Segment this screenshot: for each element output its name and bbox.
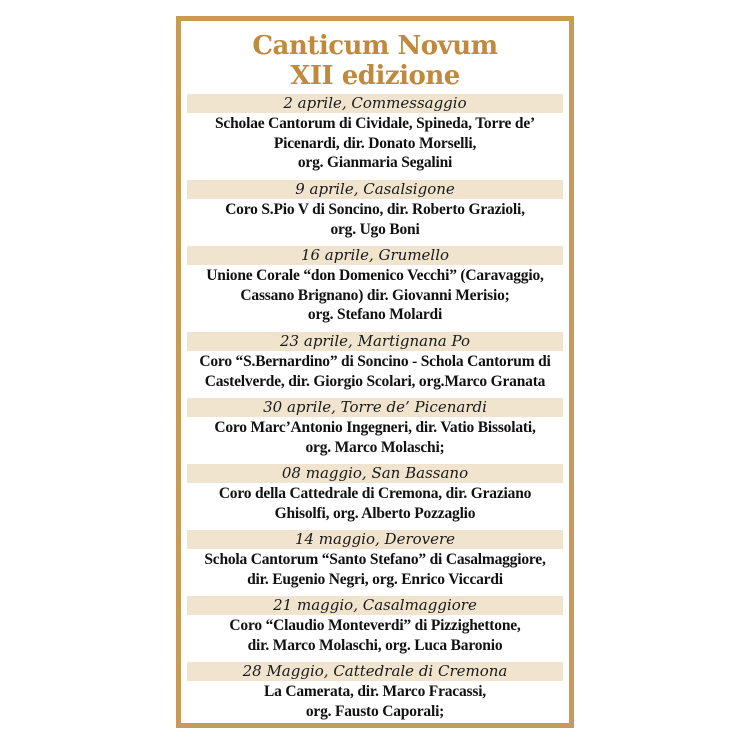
event-line: org. Stefano Molardi [307, 306, 443, 323]
event-description [181, 351, 569, 391]
event-line: Picenardi, dir. Donato Morselli, [273, 134, 477, 152]
event-line: Unione Corale “don Domenico Vecchi” (Caravaggio, [206, 267, 544, 284]
event-description [181, 681, 569, 721]
event-item [181, 180, 569, 239]
event-item [181, 246, 569, 325]
event-date-place: 23 aprile, Martignana Po [187, 332, 563, 351]
event-date-place: 9 aprile, Casalsigone [187, 180, 563, 199]
event-description [181, 549, 569, 589]
event-item [181, 662, 569, 721]
event-date-place: 28 Maggio, Cattedrale di Cremona [187, 662, 563, 681]
event-line: Ghisolfi, org. Alberto Pozzaglio [274, 504, 476, 522]
event-line: Schola Cantorum “Santo Stefano” di Casalmaggiore, [204, 551, 546, 568]
event-line: Coro “S.Bernardino” di Soncino - Schola Cantorum di [199, 353, 551, 370]
event-date-place: 2 aprile, Commessaggio [187, 94, 563, 113]
event-item [181, 596, 569, 655]
event-line: La Camerata, dir. Marco Fracassi, [264, 683, 486, 700]
event-line: Coro S.Pio V di Soncino, dir. Roberto Grazioli, [225, 201, 525, 218]
event-description [181, 483, 569, 523]
event-date-place: 30 aprile, Torre de’ Picenardi [187, 398, 563, 417]
event-line: org. Ugo Boni [330, 220, 420, 238]
event-description [181, 265, 569, 325]
event-line: dir. Eugenio Negri, org. Enrico Viccardi [247, 570, 503, 588]
program-subtitle: XII edizione [290, 61, 460, 91]
event-line: Coro Marc’Antonio Ingegneri, dir. Vatio Bissolati, [214, 419, 536, 436]
event-description [181, 615, 569, 655]
event-description [181, 199, 569, 239]
event-line: Coro “Claudio Monteverdi” di Pizzighettone, [229, 617, 521, 634]
event-date-place: 21 maggio, Casalmaggiore [187, 596, 563, 615]
event-line: Cassano Brignano) dir. Giovanni Merisio; [240, 286, 510, 304]
event-line: Castelverde, dir. Giorgio Scolari, org.Marco Granata [204, 372, 546, 390]
program-title: Canticum Novum [252, 31, 498, 61]
event-description [181, 417, 569, 457]
event-line: Coro della Cattedrale di Cremona, dir. Graziano [218, 485, 532, 502]
event-item [181, 464, 569, 523]
event-line: org. Marco Molaschi; [305, 438, 445, 456]
event-line: dir. Marco Molaschi, org. Luca Baronio [247, 636, 503, 654]
event-line: org. Fausto Caporali; [305, 702, 445, 720]
event-date-place: 14 maggio, Derovere [187, 530, 563, 549]
event-item [181, 398, 569, 457]
program-card [176, 16, 574, 728]
event-item [181, 94, 569, 173]
event-item [181, 530, 569, 589]
event-date-place: 16 aprile, Grumello [187, 246, 563, 265]
event-description [181, 113, 569, 173]
event-item [181, 332, 569, 391]
event-date-place: 08 maggio, San Bassano [187, 464, 563, 483]
event-line: Scholae Cantorum di Cividale, Spineda, Torre de’ [215, 115, 535, 132]
event-line: org. Gianmaria Segalini [297, 154, 453, 171]
